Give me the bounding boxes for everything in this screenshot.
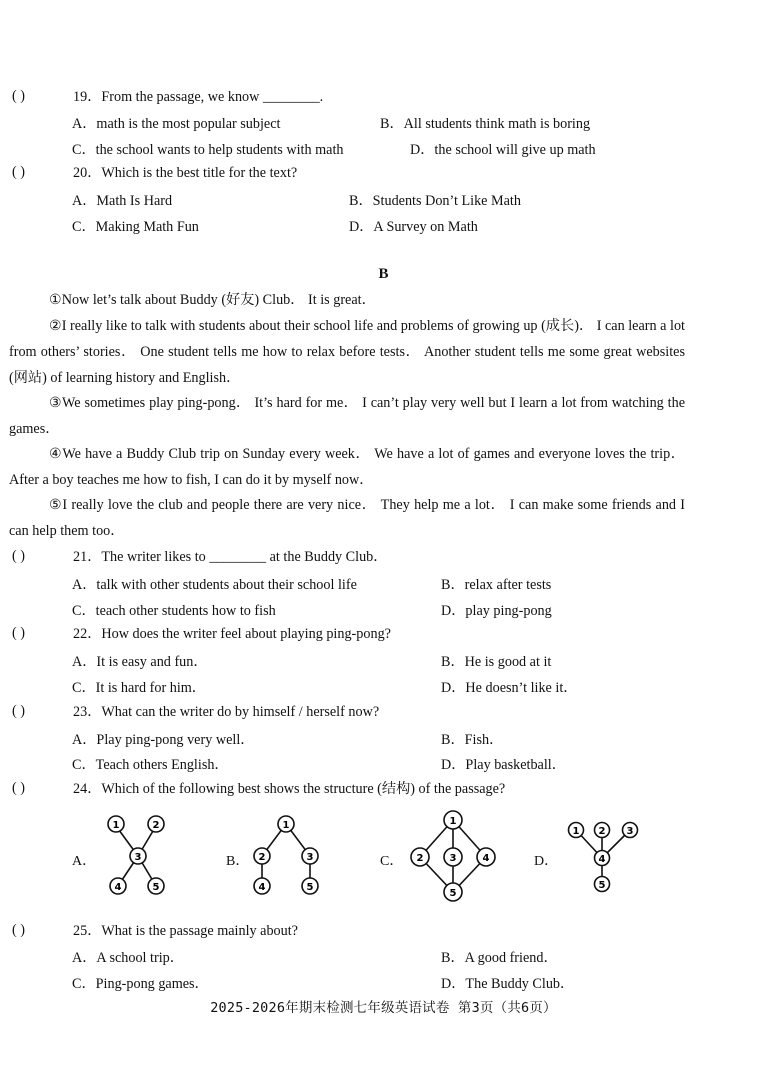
option-b[interactable]: B．Students Don’t Like Math bbox=[349, 193, 521, 209]
node-label: 5 bbox=[598, 880, 606, 891]
node-label: 1 bbox=[449, 816, 457, 827]
option-b[interactable]: B．He is good at it bbox=[441, 654, 552, 670]
node-label: 4 bbox=[258, 882, 266, 893]
paragraph-2: ②I really like to talk with students about their school life and problems of growing up (成长)． I can learn a lot from others’ stories． One student tells me how to relax before tests． Another student tells me some great websites (网站) of learning history and English． bbox=[9, 318, 685, 386]
option-c[interactable]: C．Ping-pong games． bbox=[72, 976, 209, 992]
option-a[interactable]: A．math is the most popular subject bbox=[72, 116, 281, 132]
option-a-label[interactable]: A． bbox=[72, 854, 97, 869]
node-label: 2 bbox=[152, 820, 160, 831]
option-d-label[interactable]: D． bbox=[534, 854, 559, 869]
option-d[interactable]: D．Play basketball． bbox=[441, 757, 566, 773]
node-label: 1 bbox=[282, 820, 290, 831]
node-label: 5 bbox=[306, 882, 314, 893]
node-label: 4 bbox=[598, 854, 606, 865]
node-label: 3 bbox=[134, 852, 142, 863]
question-stem: 20．Which is the best title for the text? bbox=[73, 165, 298, 181]
option-c[interactable]: C．the school wants to help students with math bbox=[72, 142, 344, 158]
node-label: 1 bbox=[112, 820, 120, 831]
section-b-heading: B bbox=[378, 266, 389, 282]
node-label: 3 bbox=[449, 853, 457, 864]
answer-blank[interactable]: ( ) bbox=[12, 922, 25, 938]
question-stem: 24．Which of the following best shows the structure (结构) of the passage? bbox=[73, 781, 506, 797]
node-label: 2 bbox=[416, 853, 424, 864]
question-stem: 19．From the passage, we know ________. bbox=[73, 89, 324, 105]
question-stem: 21．The writer likes to ________ at the Buddy Club． bbox=[73, 549, 388, 565]
option-c[interactable]: C．Teach others English． bbox=[72, 757, 229, 773]
answer-blank[interactable]: ( ) bbox=[12, 780, 25, 796]
node-label: 5 bbox=[152, 882, 160, 893]
option-c[interactable]: C．teach other students how to fish bbox=[72, 603, 276, 619]
option-c[interactable]: C．It is hard for him． bbox=[72, 680, 206, 696]
option-d[interactable]: D．play ping-pong bbox=[441, 603, 552, 619]
answer-blank[interactable]: ( ) bbox=[12, 548, 25, 564]
question-stem: 23．What can the writer do by himself / herself now? bbox=[73, 704, 380, 720]
structure-diagram-d[interactable] bbox=[562, 818, 646, 896]
answer-blank[interactable]: ( ) bbox=[12, 625, 25, 641]
answer-blank[interactable]: ( ) bbox=[12, 703, 25, 719]
structure-diagram-a[interactable] bbox=[98, 812, 168, 898]
option-a[interactable]: A．A school trip． bbox=[72, 950, 184, 966]
node-label: 4 bbox=[114, 882, 122, 893]
question-stem: 22．How does the writer feel about playing ping-pong? bbox=[73, 626, 391, 642]
option-c-label[interactable]: C． bbox=[380, 854, 404, 869]
page-footer: 2025-2026年期末检测七年级英语试卷 第3页（共6页） bbox=[210, 1000, 557, 1016]
node-label: 3 bbox=[626, 826, 634, 837]
option-b[interactable]: B．Fish． bbox=[441, 732, 504, 748]
option-d[interactable]: D．The Buddy Club． bbox=[441, 976, 575, 992]
option-d[interactable]: D．the school will give up math bbox=[410, 142, 596, 158]
paragraph-1: ①Now let’s talk about Buddy (好友) Club． It is great． bbox=[49, 292, 376, 308]
node-label: 4 bbox=[482, 853, 490, 864]
option-b[interactable]: B．All students think math is boring bbox=[380, 116, 591, 132]
option-a[interactable]: A．Play ping-pong very well． bbox=[72, 732, 255, 748]
structure-diagram-c[interactable] bbox=[402, 806, 506, 906]
option-a[interactable]: A．talk with other students about their school life bbox=[72, 577, 357, 593]
paragraph-4: ④We have a Buddy Club trip on Sunday every week． We have a lot of games and everyone loves the trip． After a boy teaches me how to fish, I can do it by myself now． bbox=[9, 446, 685, 488]
question-stem: 25．What is the passage mainly about? bbox=[73, 923, 298, 939]
structure-diagram-b[interactable] bbox=[248, 812, 328, 898]
option-a[interactable]: A．Math Is Hard bbox=[72, 193, 173, 209]
answer-blank[interactable]: ( ) bbox=[12, 164, 25, 180]
option-c[interactable]: C．Making Math Fun bbox=[72, 219, 199, 235]
paragraph-3: ③We sometimes play ping-pong． It’s hard for me． I can’t play very well but I learn a lot from watching the games． bbox=[9, 395, 685, 437]
option-d[interactable]: D．He doesn’t like it． bbox=[441, 680, 578, 696]
option-b[interactable]: B．relax after tests bbox=[441, 577, 552, 593]
node-label: 1 bbox=[572, 826, 580, 837]
answer-blank[interactable]: ( ) bbox=[12, 88, 25, 104]
node-label: 5 bbox=[449, 888, 457, 899]
option-d[interactable]: D．A Survey on Math bbox=[349, 219, 478, 235]
option-b[interactable]: B．A good friend． bbox=[441, 950, 558, 966]
node-label: 2 bbox=[258, 852, 266, 863]
option-a[interactable]: A．It is easy and fun． bbox=[72, 654, 208, 670]
option-b-label[interactable]: B． bbox=[226, 854, 250, 869]
node-label: 2 bbox=[598, 826, 606, 837]
node-label: 3 bbox=[306, 852, 314, 863]
paragraph-5: ⑤I really love the club and people there are very nice． They help me a lot． I can make some friends and I can help them too． bbox=[9, 497, 685, 539]
